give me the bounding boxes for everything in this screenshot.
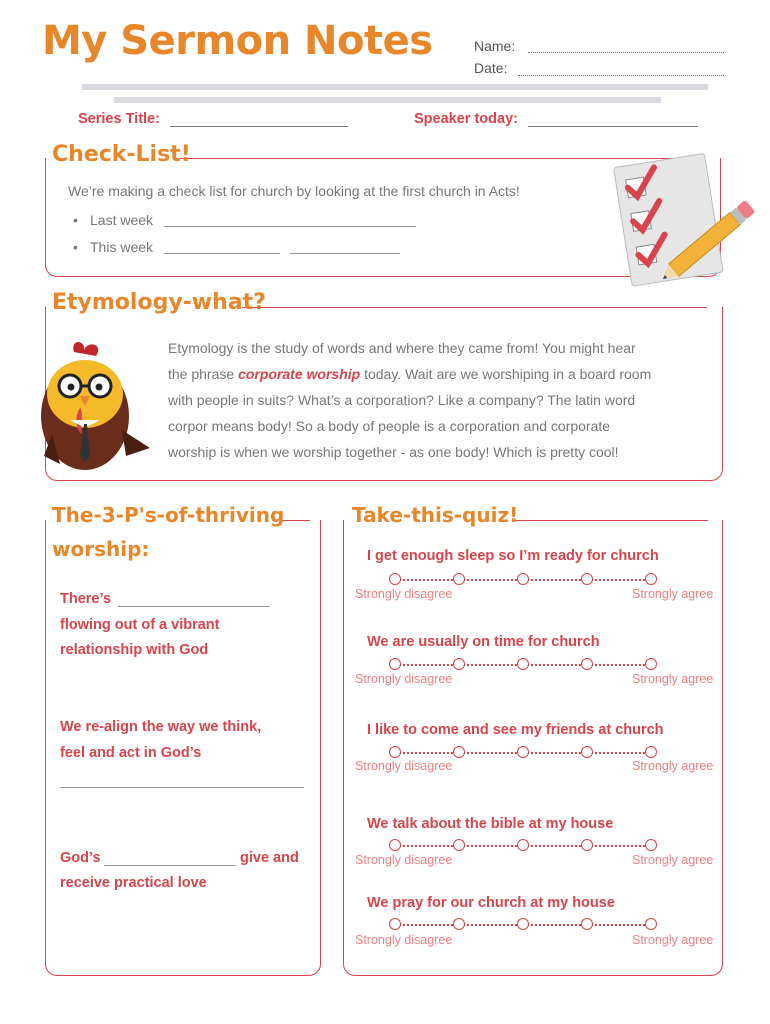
quiz-question: We pray for our church at my house (367, 895, 615, 911)
thriving-p2-line-1: We re-align the way we think, (60, 719, 262, 735)
thriving-blank-1[interactable] (118, 606, 270, 607)
strongly-agree-label: Strongly agree (632, 853, 714, 867)
strongly-disagree-label: Strongly disagree (355, 587, 453, 601)
thriving-p2-line-2: feel and act in God’s (60, 745, 202, 761)
rating-option[interactable] (389, 839, 401, 851)
checklist-intro: We’re making a check list for church by looking at the first church in Acts! (68, 183, 520, 199)
thriving-p1-start: There’s (60, 591, 112, 607)
header-divider-top (82, 84, 708, 90)
rating-option[interactable] (453, 839, 465, 851)
name-label: Name: (474, 38, 516, 54)
rating-option[interactable] (645, 746, 657, 758)
rating-option[interactable] (645, 658, 657, 670)
rating-option[interactable] (389, 918, 401, 930)
this-week-field-b[interactable] (290, 253, 400, 254)
speaker-field[interactable] (528, 126, 698, 127)
rating-option[interactable] (517, 746, 529, 758)
strongly-disagree-label: Strongly disagree (355, 759, 453, 773)
date-field[interactable] (518, 75, 724, 76)
owl-mascot-icon (30, 338, 160, 478)
quiz-question: We are usually on time for church (367, 634, 600, 650)
series-title-field[interactable] (170, 126, 348, 127)
strongly-agree-label: Strongly agree (632, 759, 714, 773)
rating-option[interactable] (517, 573, 529, 585)
rating-option[interactable] (389, 573, 401, 585)
date-label: Date: (474, 60, 508, 76)
etymology-line-2a: the phrase (168, 366, 239, 382)
rating-option[interactable] (581, 746, 593, 758)
etymology-paragraph (168, 335, 708, 465)
rating-option[interactable] (645, 573, 657, 585)
name-field[interactable] (528, 52, 724, 53)
etymology-line-5: worship is when we worship together - as one body! Which is pretty cool! (168, 444, 619, 460)
strongly-disagree-label: Strongly disagree (355, 853, 453, 867)
rating-option[interactable] (453, 746, 465, 758)
rating-option[interactable] (581, 839, 593, 851)
rating-option[interactable] (517, 918, 529, 930)
quiz-question: I like to come and see my friends at church (367, 722, 664, 738)
rating-option[interactable] (453, 658, 465, 670)
page-title: My Sermon Notes (42, 18, 433, 64)
strongly-agree-label: Strongly agree (632, 672, 714, 686)
rating-option[interactable] (645, 839, 657, 851)
thriving-heading-line-1: The-3-P's-of-thriving (52, 503, 285, 527)
rating-option[interactable] (581, 918, 593, 930)
thriving-p1-line-2: flowing out of a vibrant (60, 617, 220, 633)
checklist-item-last-week: • Last week (90, 212, 153, 228)
rating-option[interactable] (581, 658, 593, 670)
rating-scale (389, 658, 655, 672)
thriving-top-rule (280, 520, 310, 521)
strongly-agree-label: Strongly agree (632, 587, 714, 601)
corporate-worship-highlight: corporate worship (238, 366, 361, 382)
checklist-item-this-week: • This week (90, 239, 153, 255)
quiz-top-rule (514, 520, 708, 521)
thriving-p3-line-2: receive practical love (60, 875, 207, 891)
checklist-pencil-icon (612, 148, 770, 288)
rating-option[interactable] (645, 918, 657, 930)
rating-scale (389, 573, 655, 587)
rating-scale (389, 746, 655, 760)
etymology-heading: Etymology-what? (52, 290, 266, 315)
thriving-p1-line-3: relationship with God (60, 642, 209, 658)
thriving-blank-3[interactable] (104, 865, 236, 866)
rating-option[interactable] (517, 658, 529, 670)
etymology-line-3: with people in suits? What’s a corporation? Like a company? The latin word (168, 392, 636, 408)
thriving-heading-line-2: worship: (52, 537, 150, 561)
etymology-line-2c: today. Wait are we worshiping in a board room (360, 366, 652, 382)
strongly-agree-label: Strongly agree (632, 933, 714, 947)
etymology-line-4: corpor means body! So a body of people is a corporation and corporate (168, 418, 611, 434)
this-week-field-a[interactable] (164, 253, 280, 254)
speaker-label: Speaker today: (414, 111, 518, 127)
rating-option[interactable] (389, 658, 401, 670)
rating-option[interactable] (453, 573, 465, 585)
quiz-heading: Take-this-quiz! (352, 503, 519, 527)
etymology-line-2 (168, 361, 708, 387)
rating-option[interactable] (453, 918, 465, 930)
strongly-disagree-label: Strongly disagree (355, 933, 453, 947)
thriving-p3-start: God’s (60, 850, 101, 866)
quiz-question: We talk about the bible at my house (367, 816, 614, 832)
series-title-label: Series Title: (78, 111, 160, 127)
checklist-heading: Check-List! (52, 142, 191, 167)
quiz-question: I get enough sleep so I’m ready for church (367, 548, 659, 564)
thriving-blank-2[interactable] (60, 787, 304, 788)
thriving-p3-end: give and (240, 850, 299, 866)
etymology-top-rule (242, 307, 707, 308)
rating-option[interactable] (389, 746, 401, 758)
rating-scale (389, 839, 655, 853)
etymology-line-1: Etymology is the study of words and where they came from! You might hear (168, 340, 636, 356)
rating-scale (389, 918, 655, 932)
rating-option[interactable] (581, 573, 593, 585)
last-week-field[interactable] (164, 226, 416, 227)
header-divider-bottom (114, 97, 661, 103)
rating-option[interactable] (517, 839, 529, 851)
strongly-disagree-label: Strongly disagree (355, 672, 453, 686)
